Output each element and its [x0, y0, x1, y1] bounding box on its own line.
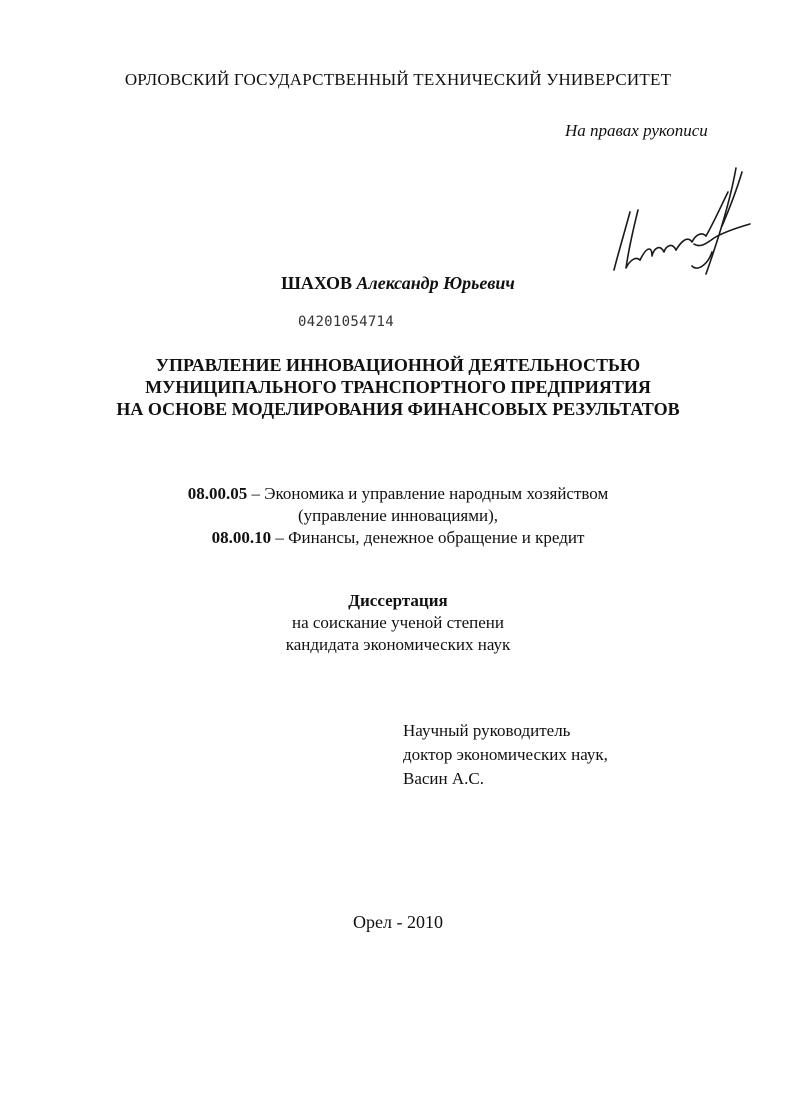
author-given-names: Александр Юрьевич — [356, 273, 515, 293]
city-year: Орел - 2010 — [353, 912, 443, 932]
specialty-separator: – — [271, 528, 289, 547]
specialty-line — [0, 527, 796, 549]
document-type-block — [0, 590, 796, 656]
title-line: УПРАВЛЕНИЕ ИННОВАЦИОННОЙ ДЕЯТЕЛЬНОСТЬЮ — [155, 355, 641, 375]
specialties-block — [0, 483, 796, 549]
handwritten-signature — [596, 152, 761, 292]
specialty-continuation: (управление инновациями), — [297, 506, 499, 525]
dissertation-title — [0, 354, 796, 420]
specialty-name: Экономика и управление народным хозяйством — [264, 484, 609, 503]
supervisor-name: Васин А.С. — [403, 769, 484, 788]
supervisor-degree: доктор экономических наук, — [403, 745, 608, 764]
title-line: МУНИЦИПАЛЬНОГО ТРАНСПОРТНОГО ПРЕДПРИЯТИЯ — [145, 377, 651, 397]
inventory-stamp-number: 04201054714 — [298, 314, 395, 330]
specialty-name: Финансы, денежное обращение и кредит — [288, 528, 585, 547]
specialty-separator: – — [247, 484, 265, 503]
author-surname: ШАХОВ — [281, 273, 352, 293]
specialty-code: 08.00.10 — [211, 528, 272, 547]
supervisor-block — [403, 719, 763, 791]
specialty-code: 08.00.05 — [187, 484, 248, 503]
document-type-heading: Диссертация — [348, 591, 448, 610]
supervisor-role: Научный руководитель — [403, 721, 571, 740]
author-name — [0, 273, 796, 294]
degree-line: кандидата экономических наук — [285, 635, 511, 654]
title-line: НА ОСНОВЕ МОДЕЛИРОВАНИЯ ФИНАНСОВЫХ РЕЗУЛЬТАТОВ — [116, 399, 680, 419]
manuscript-rights-note: На правах рукописи — [565, 121, 708, 140]
degree-line: на соискание ученой степени — [291, 613, 505, 632]
specialty-line — [0, 483, 796, 505]
university-name: ОРЛОВСКИЙ ГОСУДАРСТВЕННЫЙ ТЕХНИЧЕСКИЙ УНИВЕРСИТЕТ — [124, 70, 672, 89]
